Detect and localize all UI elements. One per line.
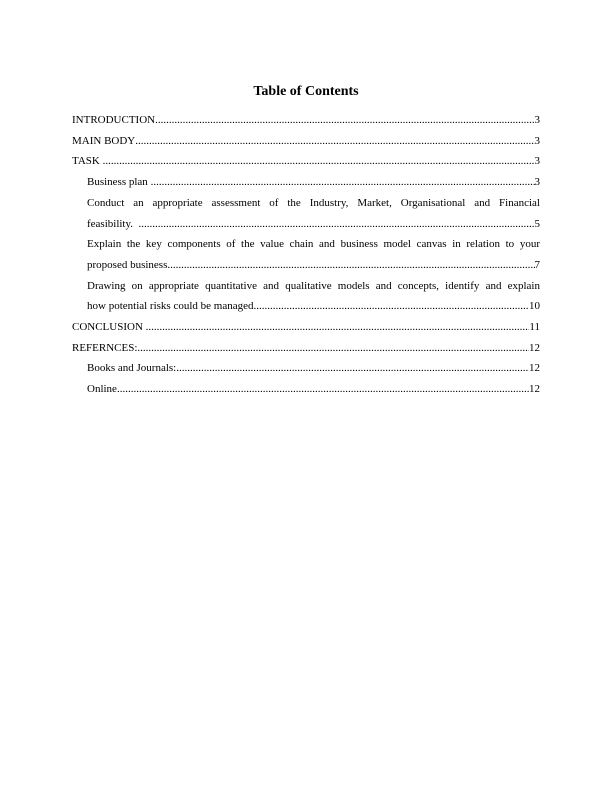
toc-entry-books-journals[interactable] [72, 358, 540, 379]
toc-entry-label: MAIN BODY [72, 134, 136, 147]
dot-leader [146, 317, 530, 338]
toc-page-number: 3 [534, 176, 540, 189]
toc-entry-task[interactable] [72, 151, 540, 172]
toc-entry-risks[interactable] [72, 276, 540, 317]
dot-leader [151, 172, 535, 193]
toc-entry-business-plan[interactable] [72, 172, 540, 193]
dot-leader [135, 131, 534, 152]
toc-entry-label-line1: Conduct an appropriate assessment of the Industry, Market, Organisational and Financial [87, 196, 540, 209]
dot-leader [117, 379, 529, 400]
dot-leader [167, 255, 534, 276]
toc-page-number: 3 [534, 114, 540, 126]
toc-entry-label-line2: proposed business [87, 258, 168, 271]
toc-entry-label-line1: Drawing on appropriate quantitative and qualitative models and concepts, identify and explain [87, 279, 540, 292]
dot-leader [254, 296, 530, 317]
toc-entry-label: TASK [72, 155, 103, 168]
toc-entry-assessment[interactable] [72, 193, 540, 234]
toc-entry-value-chain[interactable] [72, 234, 540, 275]
table-of-contents [72, 110, 540, 400]
toc-entry-introduction[interactable] [72, 110, 540, 131]
toc-page-number: 12 [529, 341, 540, 354]
toc-entry-label: INTRODUCTION [72, 114, 156, 126]
dot-leader [155, 110, 534, 131]
toc-page-number: 12 [529, 383, 540, 396]
toc-entry-label: Business plan [87, 176, 151, 189]
toc-entry-label-line2: feasibility. [87, 217, 139, 230]
dot-leader [137, 338, 529, 359]
toc-entry-label: Online [87, 383, 117, 396]
toc-entry-conclusion[interactable] [72, 317, 540, 338]
toc-entry-references[interactable] [72, 338, 540, 359]
toc-title: Table of Contents [253, 84, 359, 99]
toc-entry-label: Books and Journals: [87, 362, 177, 375]
toc-page-number: 11 [529, 321, 540, 334]
toc-entry-online[interactable] [72, 379, 540, 400]
toc-page-number: 12 [529, 362, 540, 375]
dot-leader [103, 151, 535, 172]
toc-page-number: 5 [534, 217, 540, 230]
toc-page-number: 3 [534, 155, 540, 168]
toc-page-number: 10 [529, 300, 540, 313]
toc-entry-label-line2: how potential risks could be managed [87, 300, 254, 313]
dot-leader [176, 358, 529, 379]
dot-leader [139, 214, 535, 235]
toc-entry-label-line1: Explain the key components of the value chain and business model canvas in relation to your [87, 238, 540, 251]
toc-page-number: 3 [534, 134, 540, 147]
toc-entry-label: CONCLUSION [72, 321, 146, 334]
toc-entry-main-body[interactable] [72, 131, 540, 152]
toc-entry-label: REFERNCES: [72, 341, 138, 354]
toc-page-number: 7 [534, 258, 540, 271]
